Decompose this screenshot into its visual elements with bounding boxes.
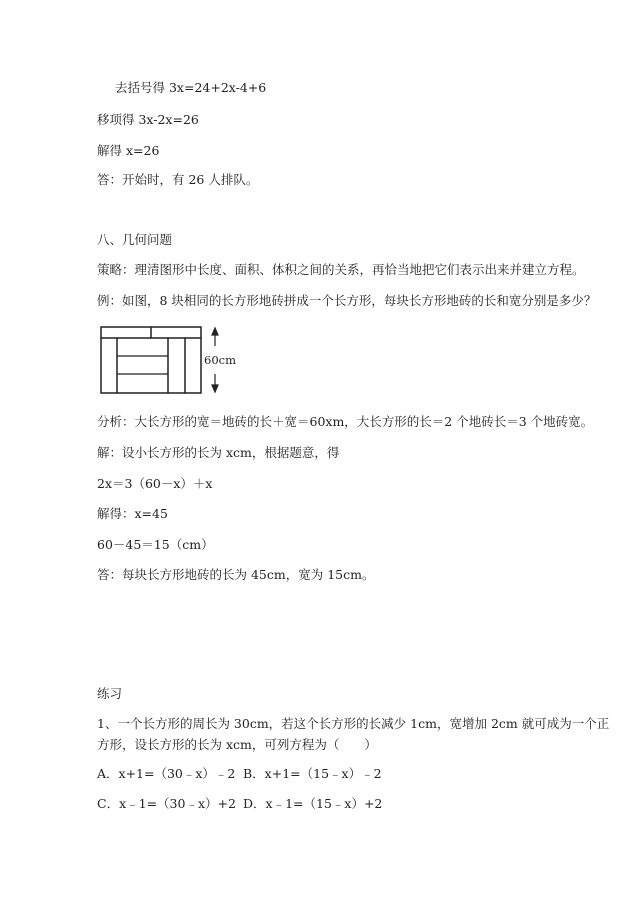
solution-result: 解得：x=45 xyxy=(97,506,168,521)
step-transpose: 移项得 3x-2x=26 xyxy=(97,112,199,127)
step-solve: 解得 x=26 xyxy=(97,143,160,158)
question-1-line-2: 方形，设长方形的长为 xcm，可列方程为（ ） xyxy=(97,737,377,752)
practice-heading: 练习 xyxy=(97,686,123,701)
option-a: A．x+1=（30﹣x）﹣2 xyxy=(97,766,236,781)
step-remove-brackets: 去括号得 3x=24+2x-4+6 xyxy=(115,80,267,95)
tile-right-vertical xyxy=(185,338,201,393)
solution-setup: 解：设小长方形的长为 xcm，根据题意，得 xyxy=(97,445,340,460)
dimension-label: 60cm xyxy=(204,353,236,367)
option-c: C．x﹣1=（30﹣x）+2 xyxy=(97,796,236,811)
tile-center-frame xyxy=(117,338,168,393)
analysis-text: 分析：大长方形的宽＝地砖的长＋宽＝60xm，大长方形的长＝2 个地砖长＝3 个地砖宽。 xyxy=(97,414,594,429)
final-answer: 答：每块长方形地砖的长为 45cm，宽为 15cm。 xyxy=(97,567,375,582)
tile-top-right xyxy=(151,327,201,338)
width-calculation: 60－45＝15（cm） xyxy=(97,537,214,552)
tile-right-inner-vertical xyxy=(168,338,185,393)
tile-left-vertical xyxy=(101,338,117,393)
answer-line: 答：开始时，有 26 人排队。 xyxy=(97,172,259,187)
question-1-line-1: 1、一个长方形的周长为 30cm，若这个长方形的长减少 1cm，宽增加 2cm 就可成为一个正 xyxy=(97,716,610,731)
strategy-text: 策略：理清图形中长度、面积、体积之间的关系，再恰当地把它们表示出来并建立方程。 xyxy=(97,262,585,277)
section-heading-geometry: 八、几何问题 xyxy=(97,232,173,247)
example-text: 例：如图，8 块相同的长方形地砖拼成一个长方形，每块长方形地砖的长和宽分别是多少？ xyxy=(97,293,597,308)
option-b: B．x+1=（15﹣x）﹣2 xyxy=(243,766,382,781)
tile-top-left xyxy=(101,327,151,338)
option-d: D．x﹣1=（15﹣x）+2 xyxy=(243,796,383,811)
equation: 2x＝3（60－x）＋x xyxy=(97,476,213,491)
tile-figure xyxy=(100,326,240,394)
